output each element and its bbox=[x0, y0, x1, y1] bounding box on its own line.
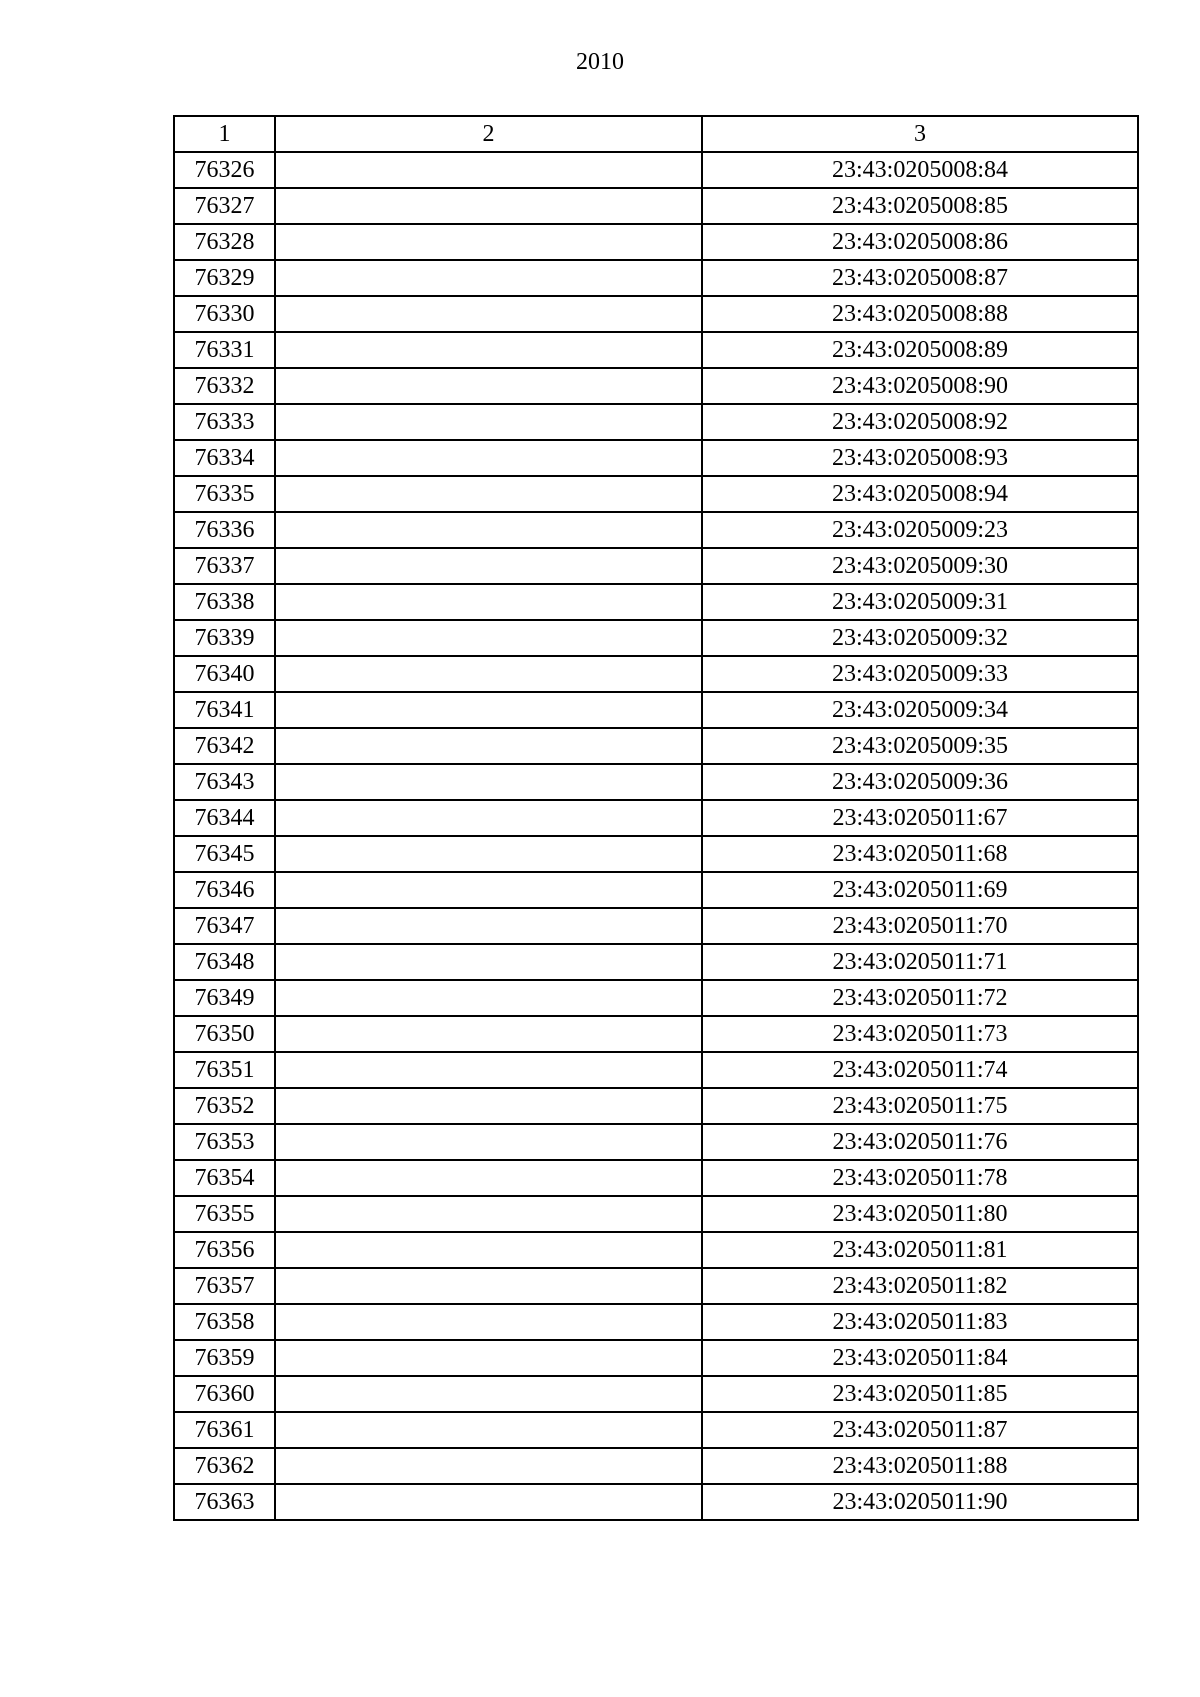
table-row bbox=[174, 1052, 1138, 1088]
table-header-row bbox=[174, 116, 1138, 152]
row-empty-cell bbox=[275, 728, 702, 764]
row-empty-cell bbox=[275, 512, 702, 548]
row-empty-cell bbox=[275, 692, 702, 728]
table-row bbox=[174, 152, 1138, 188]
row-number-cell: 76358 bbox=[174, 1304, 275, 1340]
cadastral-number-cell: 23:43:0205011:85 bbox=[702, 1376, 1138, 1412]
row-empty-cell bbox=[275, 872, 702, 908]
row-number-cell: 76334 bbox=[174, 440, 275, 476]
row-number-cell: 76335 bbox=[174, 476, 275, 512]
row-number-cell: 76351 bbox=[174, 1052, 275, 1088]
row-empty-cell bbox=[275, 296, 702, 332]
cadastral-number-cell: 23:43:0205009:32 bbox=[702, 620, 1138, 656]
table-row bbox=[174, 1232, 1138, 1268]
cadastral-number-cell: 23:43:0205008:84 bbox=[702, 152, 1138, 188]
cadastral-number-cell: 23:43:0205008:85 bbox=[702, 188, 1138, 224]
table-row bbox=[174, 368, 1138, 404]
row-empty-cell bbox=[275, 188, 702, 224]
cadastral-number-cell: 23:43:0205008:87 bbox=[702, 260, 1138, 296]
table-row bbox=[174, 512, 1138, 548]
row-empty-cell bbox=[275, 404, 702, 440]
row-number-cell: 76332 bbox=[174, 368, 275, 404]
row-empty-cell bbox=[275, 836, 702, 872]
row-number-cell: 76328 bbox=[174, 224, 275, 260]
table-row bbox=[174, 1268, 1138, 1304]
cadastral-number-cell: 23:43:0205011:74 bbox=[702, 1052, 1138, 1088]
cadastral-number-cell: 23:43:0205009:30 bbox=[702, 548, 1138, 584]
row-number-cell: 76360 bbox=[174, 1376, 275, 1412]
row-number-cell: 76349 bbox=[174, 980, 275, 1016]
cadastral-number-cell: 23:43:0205011:76 bbox=[702, 1124, 1138, 1160]
table-row bbox=[174, 188, 1138, 224]
cadastral-number-cell: 23:43:0205011:82 bbox=[702, 1268, 1138, 1304]
table-row bbox=[174, 944, 1138, 980]
table-row bbox=[174, 1376, 1138, 1412]
row-number-cell: 76341 bbox=[174, 692, 275, 728]
table-row bbox=[174, 1412, 1138, 1448]
row-empty-cell bbox=[275, 908, 702, 944]
row-number-cell: 76327 bbox=[174, 188, 275, 224]
column-header-3: 3 bbox=[702, 116, 1138, 152]
cadastral-number-cell: 23:43:0205009:36 bbox=[702, 764, 1138, 800]
cadastral-number-cell: 23:43:0205008:86 bbox=[702, 224, 1138, 260]
cadastral-number-cell: 23:43:0205009:34 bbox=[702, 692, 1138, 728]
row-empty-cell bbox=[275, 152, 702, 188]
table-row bbox=[174, 260, 1138, 296]
cadastral-number-cell: 23:43:0205011:83 bbox=[702, 1304, 1138, 1340]
row-empty-cell bbox=[275, 764, 702, 800]
table-row bbox=[174, 476, 1138, 512]
row-number-cell: 76326 bbox=[174, 152, 275, 188]
row-empty-cell bbox=[275, 656, 702, 692]
cadastral-number-cell: 23:43:0205011:68 bbox=[702, 836, 1138, 872]
cadastral-number-cell: 23:43:0205009:33 bbox=[702, 656, 1138, 692]
row-empty-cell bbox=[275, 1124, 702, 1160]
row-empty-cell bbox=[275, 368, 702, 404]
table-body bbox=[174, 152, 1138, 1520]
table-row bbox=[174, 1016, 1138, 1052]
row-number-cell: 76347 bbox=[174, 908, 275, 944]
row-number-cell: 76353 bbox=[174, 1124, 275, 1160]
row-number-cell: 76361 bbox=[174, 1412, 275, 1448]
cadastral-number-cell: 23:43:0205009:31 bbox=[702, 584, 1138, 620]
page-number: 2010 bbox=[576, 49, 624, 75]
row-number-cell: 76354 bbox=[174, 1160, 275, 1196]
cadastral-number-cell: 23:43:0205011:84 bbox=[702, 1340, 1138, 1376]
row-empty-cell bbox=[275, 1448, 702, 1484]
row-number-cell: 76355 bbox=[174, 1196, 275, 1232]
table-row bbox=[174, 728, 1138, 764]
cadastral-number-cell: 23:43:0205008:89 bbox=[702, 332, 1138, 368]
table-row bbox=[174, 836, 1138, 872]
column-header-2: 2 bbox=[275, 116, 702, 152]
table-row bbox=[174, 1124, 1138, 1160]
cadastral-table bbox=[173, 115, 1139, 1521]
cadastral-number-cell: 23:43:0205009:35 bbox=[702, 728, 1138, 764]
row-empty-cell bbox=[275, 944, 702, 980]
row-empty-cell bbox=[275, 1268, 702, 1304]
row-number-cell: 76331 bbox=[174, 332, 275, 368]
table-row bbox=[174, 692, 1138, 728]
row-empty-cell bbox=[275, 620, 702, 656]
cadastral-number-cell: 23:43:0205008:93 bbox=[702, 440, 1138, 476]
row-empty-cell bbox=[275, 1052, 702, 1088]
row-number-cell: 76345 bbox=[174, 836, 275, 872]
table-row bbox=[174, 620, 1138, 656]
row-empty-cell bbox=[275, 1484, 702, 1520]
table-row bbox=[174, 1304, 1138, 1340]
row-empty-cell bbox=[275, 1016, 702, 1052]
table-row bbox=[174, 764, 1138, 800]
cadastral-number-cell: 23:43:0205011:75 bbox=[702, 1088, 1138, 1124]
row-empty-cell bbox=[275, 332, 702, 368]
cadastral-number-cell: 23:43:0205011:69 bbox=[702, 872, 1138, 908]
cadastral-number-cell: 23:43:0205009:23 bbox=[702, 512, 1138, 548]
cadastral-number-cell: 23:43:0205008:92 bbox=[702, 404, 1138, 440]
table-row bbox=[174, 332, 1138, 368]
cadastral-number-cell: 23:43:0205011:67 bbox=[702, 800, 1138, 836]
row-number-cell: 76336 bbox=[174, 512, 275, 548]
row-empty-cell bbox=[275, 224, 702, 260]
cadastral-number-cell: 23:43:0205008:88 bbox=[702, 296, 1138, 332]
table-row bbox=[174, 1484, 1138, 1520]
row-number-cell: 76352 bbox=[174, 1088, 275, 1124]
row-number-cell: 76362 bbox=[174, 1448, 275, 1484]
table-row bbox=[174, 1088, 1138, 1124]
table-row bbox=[174, 980, 1138, 1016]
row-number-cell: 76344 bbox=[174, 800, 275, 836]
cadastral-number-cell: 23:43:0205008:94 bbox=[702, 476, 1138, 512]
row-number-cell: 76342 bbox=[174, 728, 275, 764]
row-empty-cell bbox=[275, 548, 702, 584]
row-empty-cell bbox=[275, 260, 702, 296]
cadastral-number-cell: 23:43:0205011:87 bbox=[702, 1412, 1138, 1448]
table-row bbox=[174, 440, 1138, 476]
cadastral-number-cell: 23:43:0205008:90 bbox=[702, 368, 1138, 404]
row-number-cell: 76333 bbox=[174, 404, 275, 440]
row-number-cell: 76356 bbox=[174, 1232, 275, 1268]
cadastral-number-cell: 23:43:0205011:78 bbox=[702, 1160, 1138, 1196]
row-number-cell: 76359 bbox=[174, 1340, 275, 1376]
table-row bbox=[174, 908, 1138, 944]
table-row bbox=[174, 584, 1138, 620]
table-row bbox=[174, 1340, 1138, 1376]
row-number-cell: 76363 bbox=[174, 1484, 275, 1520]
table-row bbox=[174, 872, 1138, 908]
cadastral-number-cell: 23:43:0205011:81 bbox=[702, 1232, 1138, 1268]
row-empty-cell bbox=[275, 1088, 702, 1124]
row-number-cell: 76337 bbox=[174, 548, 275, 584]
cadastral-number-cell: 23:43:0205011:80 bbox=[702, 1196, 1138, 1232]
row-number-cell: 76346 bbox=[174, 872, 275, 908]
row-empty-cell bbox=[275, 800, 702, 836]
cadastral-number-cell: 23:43:0205011:73 bbox=[702, 1016, 1138, 1052]
row-number-cell: 76357 bbox=[174, 1268, 275, 1304]
table-row bbox=[174, 404, 1138, 440]
cadastral-number-cell: 23:43:0205011:72 bbox=[702, 980, 1138, 1016]
row-empty-cell bbox=[275, 584, 702, 620]
table-row bbox=[174, 656, 1138, 692]
row-number-cell: 76343 bbox=[174, 764, 275, 800]
cadastral-number-cell: 23:43:0205011:90 bbox=[702, 1484, 1138, 1520]
cadastral-number-cell: 23:43:0205011:71 bbox=[702, 944, 1138, 980]
table-row bbox=[174, 1448, 1138, 1484]
row-empty-cell bbox=[275, 1376, 702, 1412]
row-empty-cell bbox=[275, 1304, 702, 1340]
table-row bbox=[174, 224, 1138, 260]
row-empty-cell bbox=[275, 1160, 702, 1196]
row-number-cell: 76350 bbox=[174, 1016, 275, 1052]
table-row bbox=[174, 1160, 1138, 1196]
row-empty-cell bbox=[275, 1340, 702, 1376]
row-number-cell: 76348 bbox=[174, 944, 275, 980]
table-row bbox=[174, 296, 1138, 332]
table-row bbox=[174, 1196, 1138, 1232]
row-number-cell: 76339 bbox=[174, 620, 275, 656]
row-empty-cell bbox=[275, 980, 702, 1016]
table-row bbox=[174, 800, 1138, 836]
cadastral-number-cell: 23:43:0205011:70 bbox=[702, 908, 1138, 944]
row-empty-cell bbox=[275, 1232, 702, 1268]
row-number-cell: 76330 bbox=[174, 296, 275, 332]
row-empty-cell bbox=[275, 476, 702, 512]
row-empty-cell bbox=[275, 1196, 702, 1232]
table-row bbox=[174, 548, 1138, 584]
row-number-cell: 76329 bbox=[174, 260, 275, 296]
row-number-cell: 76338 bbox=[174, 584, 275, 620]
row-empty-cell bbox=[275, 1412, 702, 1448]
column-header-1: 1 bbox=[174, 116, 275, 152]
cadastral-number-cell: 23:43:0205011:88 bbox=[702, 1448, 1138, 1484]
row-number-cell: 76340 bbox=[174, 656, 275, 692]
row-empty-cell bbox=[275, 440, 702, 476]
